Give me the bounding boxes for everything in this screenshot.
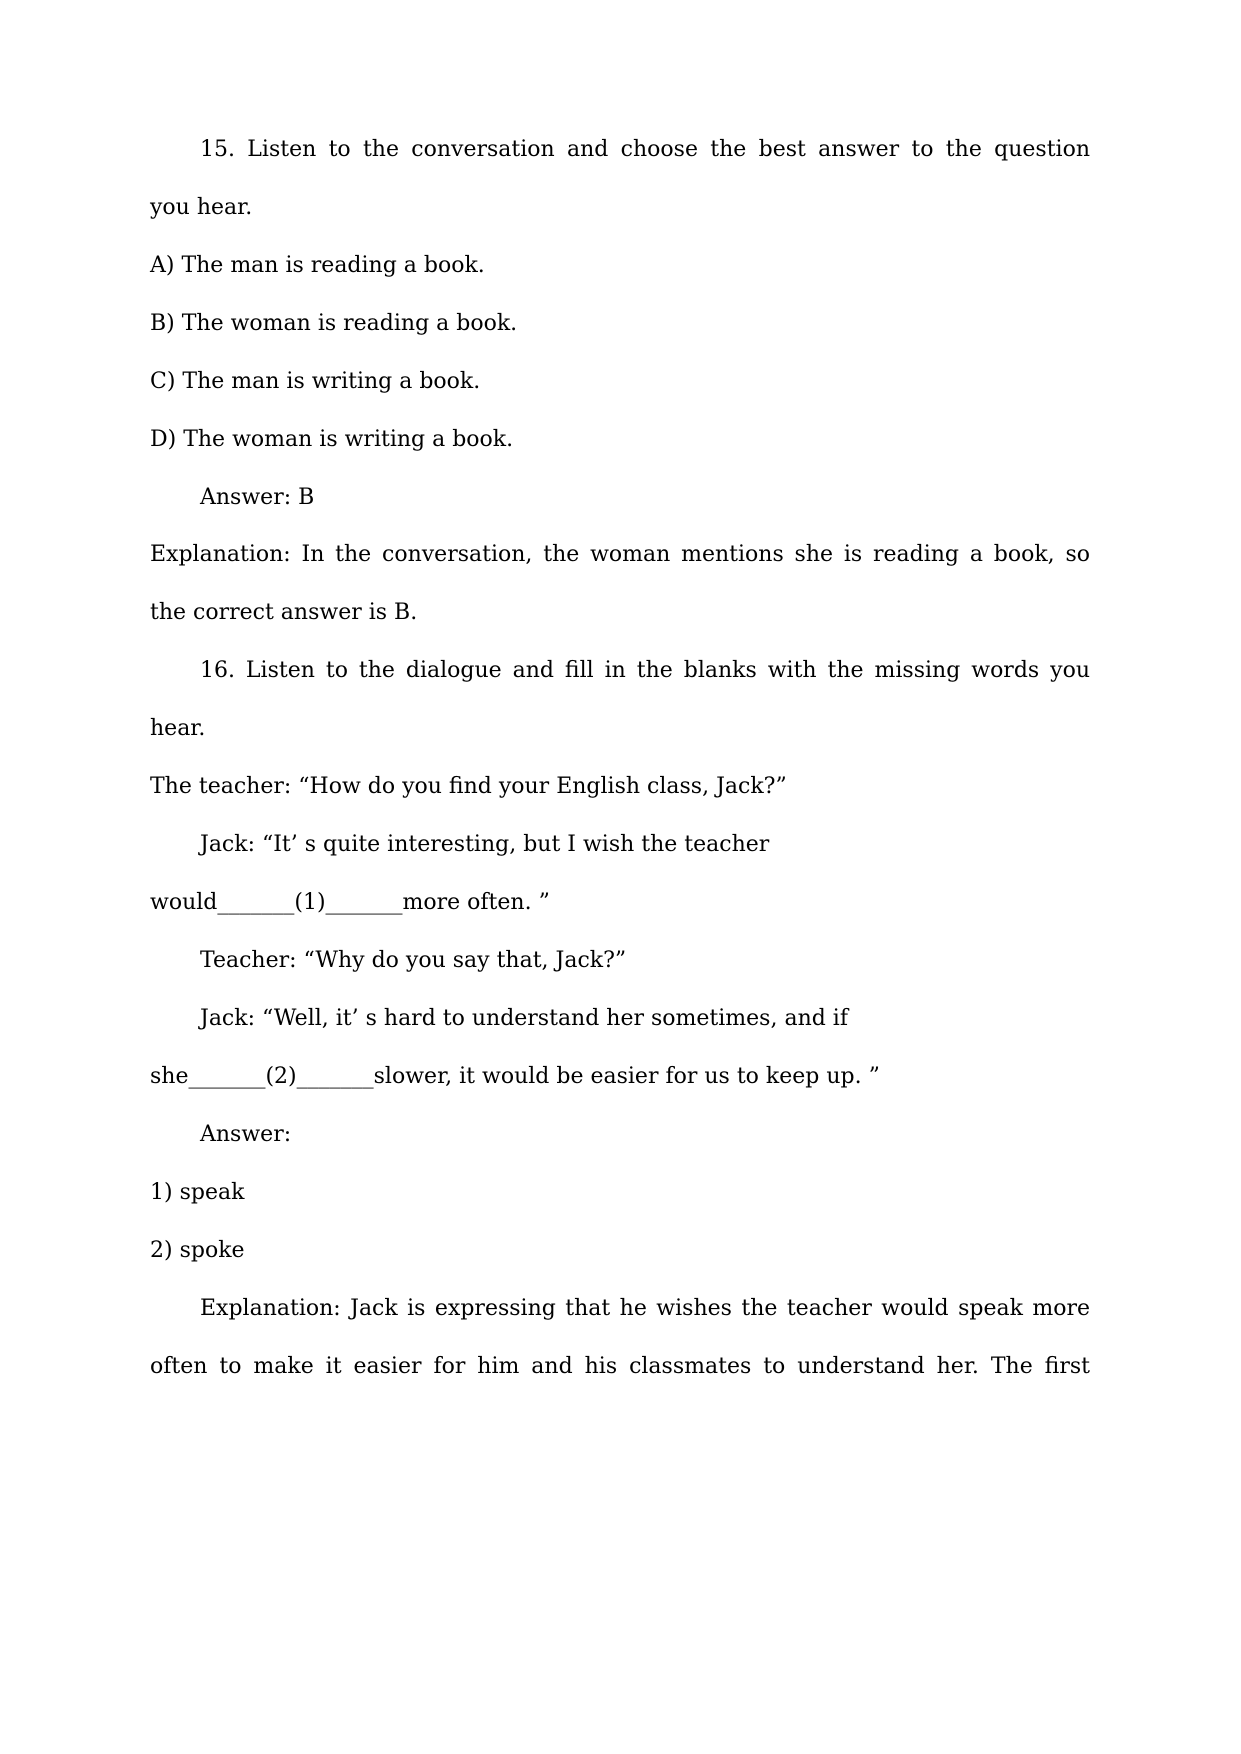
question-16-explanation-continued: often to make it easier for him and his classmates to understand her. The first (150, 1354, 1090, 1379)
option-a: A) The man is reading a book. (150, 253, 485, 278)
question-15-prompt-continued: you hear. (150, 195, 253, 220)
option-c: C) The man is writing a book. (150, 369, 481, 394)
answer-item: 1) speak (150, 1180, 245, 1205)
question-15-prompt: 15. Listen to the conversation and choose the best answer to the question (200, 137, 1090, 162)
question-15-explanation: Explanation: In the conversation, the woman mentions she is reading a book, so (150, 542, 1090, 567)
question-16-prompt: 16. Listen to the dialogue and fill in the blanks with the missing words you (200, 658, 1090, 683)
dialogue-blank-2: she_______(2)_______slower, it would be easier for us to keep up. ” (150, 1064, 880, 1089)
question-16-explanation: Explanation: Jack is expressing that he wishes the teacher would speak more (200, 1296, 1090, 1321)
answer-item: 2) spoke (150, 1238, 245, 1263)
dialogue-line: Jack: “Well, it’ s hard to understand her sometimes, and if (200, 1006, 848, 1031)
option-d: D) The woman is writing a book. (150, 427, 514, 452)
question-15-explanation-continued: the correct answer is B. (150, 600, 418, 625)
question-16-prompt-continued: hear. (150, 716, 206, 741)
dialogue-line: The teacher: “How do you find your English class, Jack?” (150, 774, 787, 799)
question-16-answer-label: Answer: (200, 1122, 292, 1147)
option-b: B) The woman is reading a book. (150, 311, 518, 336)
dialogue-line: Jack: “It’ s quite interesting, but I wish the teacher (200, 832, 770, 857)
dialogue-line: Teacher: “Why do you say that, Jack?” (200, 948, 627, 973)
question-15-answer: Answer: B (200, 485, 315, 510)
dialogue-blank-1: would_______(1)_______more often. ” (150, 890, 550, 915)
